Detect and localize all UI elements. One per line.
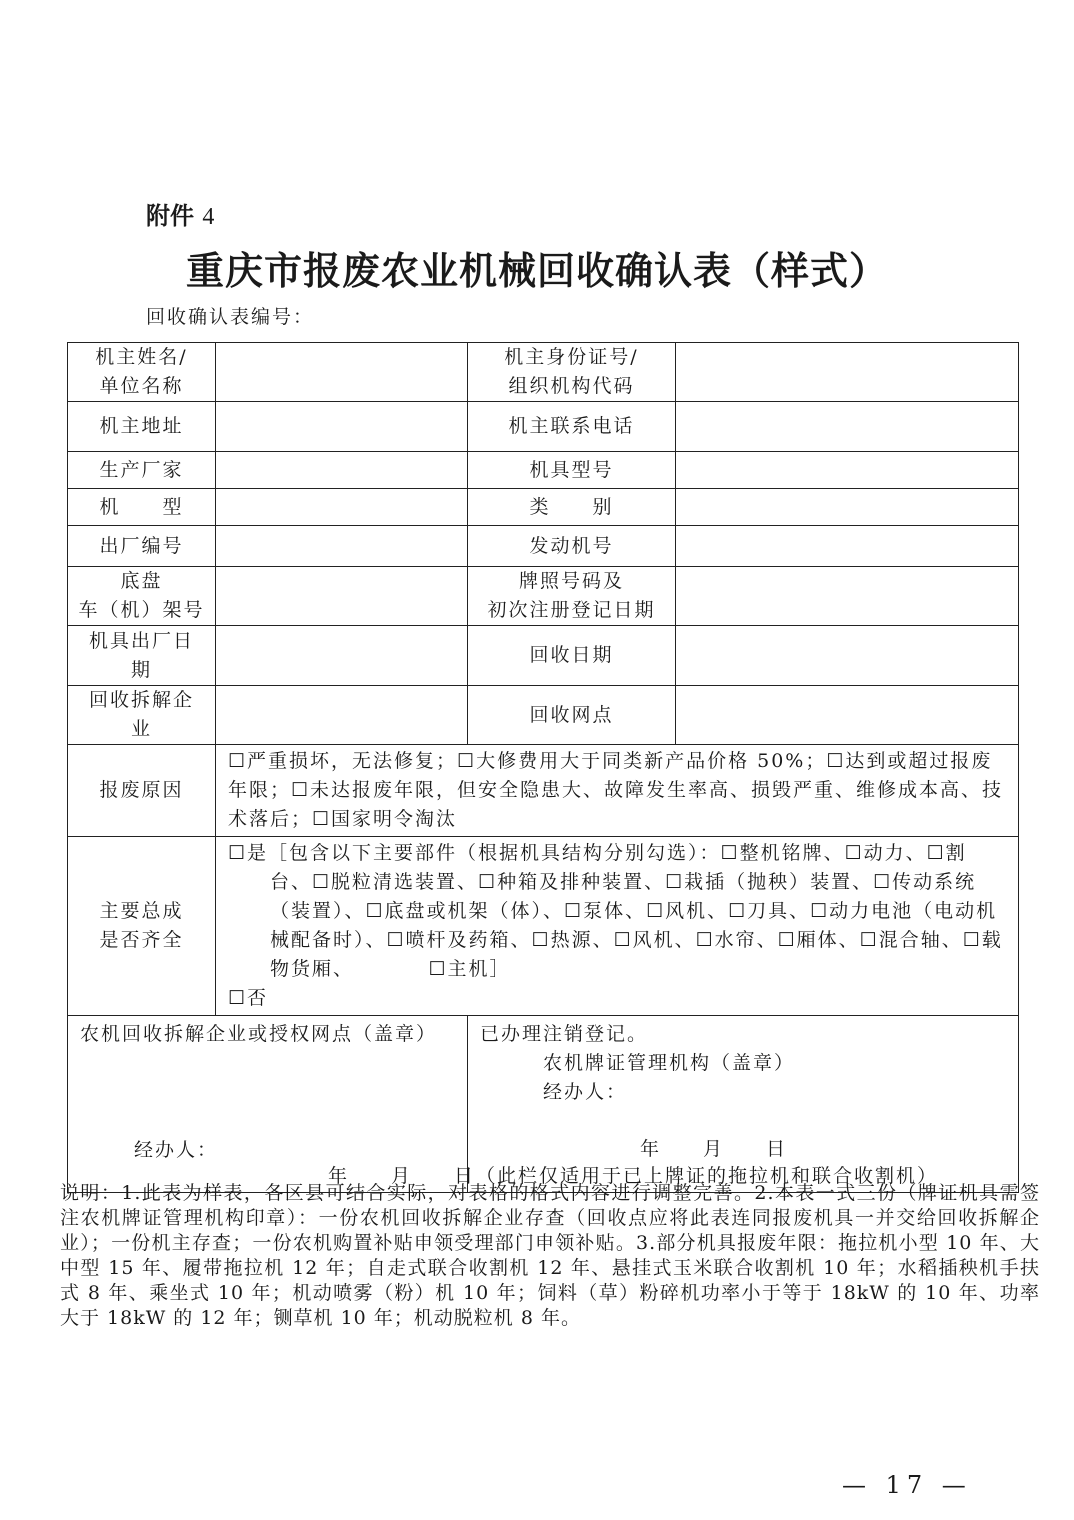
owner-name-field[interactable]: [216, 343, 468, 402]
chassis-number-label: [68, 567, 216, 626]
plate-number-field[interactable]: [676, 567, 1019, 626]
recycle-outlet-field[interactable]: [676, 686, 1019, 745]
owner-address-label: 机主地址: [68, 402, 216, 452]
explanation-note: 说明：1.此表为样表，各区县可结合实际，对表格的格式内容进行调整完善。2.本表一式三份（牌证机具需签注农机牌证管理机构印章）：一份农机回收拆解企业存查（回收点应将此表连同报废机具一并交给回收拆解企业）；一份机主存查；一份农机购置补贴申领受理部门申领补贴。3.部分机具报废年限：拖拉机小型 10 年、大中型 15 年、履带拖拉机 12 年；自走式联合收割机 12 年、悬挂式玉米联合收割机 10 年；水稻插秧机手扶式 8 年、乘坐式 10 年；机动喷雾（粉）机 10 年；饲料（草）粉碎机功率小于等于 18kW 的 10 年、功率大于 18kW 的 12 年；铡草机 10 年；机动脱粒机 8 年。: [60, 1182, 1040, 1329]
agency-applicability-note: （此栏仅适用于已上牌证的拖拉机和联合收割机）: [476, 1165, 939, 1187]
table-row: [68, 343, 1019, 402]
model-number-field[interactable]: [676, 452, 1019, 489]
factory-number-label: 出厂编号: [68, 526, 216, 567]
factory-number-field[interactable]: [216, 526, 468, 567]
chassis-label-line1: 底盘: [120, 570, 163, 592]
recycler-signature-title: 农机回收拆解企业或授权网点（盖章）: [80, 1023, 438, 1045]
machine-type-label: 机 型: [68, 489, 216, 526]
owner-id-field[interactable]: [676, 343, 1019, 402]
recycle-company-label-line1: 回收拆解企: [88, 689, 194, 711]
table-row: [68, 686, 1019, 745]
model-number-label: 机具型号: [468, 452, 676, 489]
recycle-confirmation-table: [67, 342, 1019, 1193]
table-row: [68, 1016, 1019, 1193]
assembly-parts-list[interactable]: 台、☐脱粒清选装置、☐种箱及排种装置、☐栽插（抛秧）装置、☐传动系统（装置）、☐底盘或机架（体）、☐泵体、☐风机、☐刀具、☐动力电池（电动机械配备时）、☐喷杆及药箱、☐热源、☐风机、☐水帘、☐厢体、☐混合轴、☐载物货厢、 ☐主机］: [270, 871, 1003, 980]
owner-name-label-line2: 单位名称: [99, 375, 184, 397]
agency-signature-box[interactable]: [468, 1016, 1019, 1193]
recycle-outlet-label: 回收网点: [468, 686, 676, 745]
table-row: [68, 452, 1019, 489]
owner-name-label-line1: 机主姓名/: [95, 346, 188, 368]
manufacturer-label: 生产厂家: [68, 452, 216, 489]
agency-handler-label: 经办人：: [543, 1081, 628, 1103]
engine-number-field[interactable]: [676, 526, 1019, 567]
table-row: [68, 745, 1019, 837]
page-title: 重庆市报废农业机械回收确认表（样式）: [185, 248, 888, 293]
page-number: — 17 —: [842, 1471, 972, 1499]
recycler-signature-box[interactable]: [68, 1016, 476, 1193]
table-row: [68, 626, 1019, 686]
agency-name-label: 农机牌证管理机构（盖章）: [543, 1052, 796, 1074]
owner-id-label-line1: 机主身份证号/: [504, 346, 639, 368]
engine-number-label: 发动机号: [468, 526, 676, 567]
agency-deregistered-text: 已办理注销登记。: [480, 1023, 649, 1045]
category-field[interactable]: [676, 489, 1019, 526]
attachment-label: [146, 196, 214, 231]
table-row: [68, 837, 1019, 1016]
owner-phone-label: 机主联系电话: [468, 402, 676, 452]
plate-label-line1: 牌照号码及: [518, 570, 624, 592]
factory-date-label-line2: 期: [130, 658, 152, 681]
chassis-number-field[interactable]: [216, 567, 468, 626]
assembly-complete-label: [68, 837, 216, 1016]
recycle-company-label-line2: 业: [130, 718, 152, 740]
scrap-reason-label: 报废原因: [68, 745, 216, 837]
table-row: [68, 402, 1019, 452]
machine-type-field[interactable]: [216, 489, 468, 526]
factory-date-field[interactable]: [216, 626, 468, 686]
owner-phone-field[interactable]: [676, 402, 1019, 452]
manufacturer-field[interactable]: [216, 452, 468, 489]
chassis-label-line2: 车（机）架号: [78, 599, 205, 621]
plate-label-line2: 初次注册登记日期: [487, 599, 656, 621]
assembly-label-line1: 主要总成: [99, 900, 184, 922]
recycle-date-field[interactable]: [676, 626, 1019, 686]
recycler-date-label: 年 月 日: [328, 1165, 476, 1187]
attachment-label-text: 附件: [146, 202, 194, 230]
recycle-date-label: 回收日期: [468, 626, 676, 686]
assembly-no-option[interactable]: ☐否: [228, 987, 269, 1009]
factory-date-label: [68, 626, 216, 686]
scrap-reason-options[interactable]: ☐严重损坏，无法修复；☐大修费用大于同类新产品价格 50%；☐达到或超过报废年限；☐未达报废年限，但安全隐患大、故障发生率高、损毁严重、维修成本高、技术落后；☐国家明令淘汰: [216, 745, 1019, 837]
recycler-handler-label: 经办人：: [134, 1139, 219, 1161]
assembly-label-line2: 是否齐全: [99, 929, 184, 951]
category-label: 类 别: [468, 489, 676, 526]
recycle-company-field[interactable]: [216, 686, 468, 745]
agency-date-label: 年 月 日: [640, 1138, 788, 1160]
factory-date-label-line1: 机具出厂日: [88, 629, 194, 652]
form-number-label: 回收确认表编号：: [146, 306, 315, 328]
table-row: [68, 526, 1019, 567]
assembly-yes-option[interactable]: ☐是［包含以下主要部件（根据机具结构分别勾选）：☐整机铭牌、☐动力、☐割: [228, 842, 967, 864]
table-row: [68, 567, 1019, 626]
recycle-company-label: [68, 686, 216, 745]
owner-id-label: [468, 343, 676, 402]
assembly-options[interactable]: [216, 837, 1019, 1016]
owner-address-field[interactable]: [216, 402, 468, 452]
plate-number-label: [468, 567, 676, 626]
owner-name-label: [68, 343, 216, 402]
table-row: [68, 489, 1019, 526]
owner-id-label-line2: 组织机构代码: [508, 375, 635, 397]
attachment-number: 4: [202, 204, 215, 230]
